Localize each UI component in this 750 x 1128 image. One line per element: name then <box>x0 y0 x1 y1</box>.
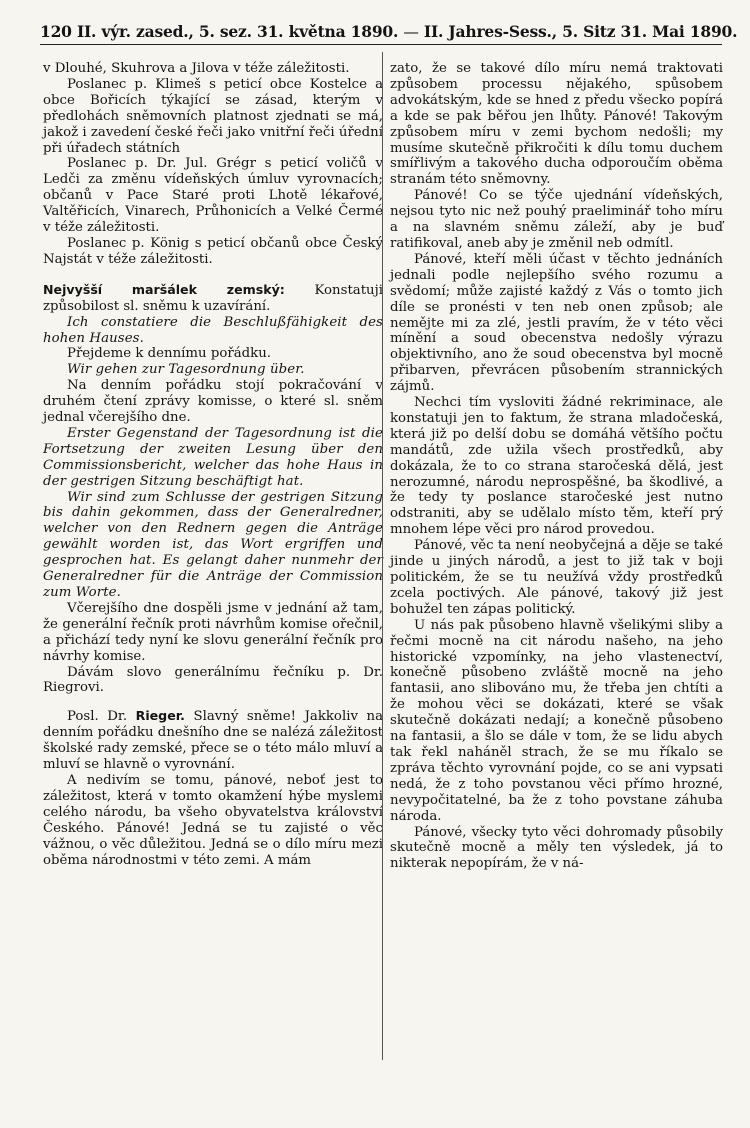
paragraph <box>390 538 723 618</box>
paragraph-text: Wir gehen zur Tagesordnung über. <box>67 362 305 378</box>
paragraph <box>43 77 383 157</box>
paragraph-text: Poslanec p. Klimeš s peticí obce Kostelce a obce Bořicích týkající se zásad, kterým v předlohách sněmovních platnost zjednati se má, jakož i zavedení české řeči jako vnitřní řeči úřední při úřadech státních <box>43 76 383 156</box>
paragraph <box>390 825 723 873</box>
right-column <box>390 61 723 872</box>
paragraph <box>390 188 723 252</box>
paragraph-text: A nedivím se tomu, pánové, neboť jest to záležitost, která v tomto okamžení hýbe myslemi celého národu, ba všeho obyvatelstva království Českého. Pánové! Jedná se tu zajisté o věc vážnou, o věc důležitou. Jedná se o dílo míru mezi oběma národnostmi v této zemi. A mám <box>43 772 383 868</box>
header-czech: 120 II. výr. zased., 5. sez. 31. května 1890. <box>40 22 399 41</box>
paragraph <box>43 378 383 426</box>
paragraph-text: Pánové, všecky tyto věci dohromady působily skutečně mocně a měly ten výsledek, já to nikterak nepopírám, že v ná- <box>390 824 723 872</box>
paragraph <box>43 282 383 315</box>
paragraph <box>390 61 723 188</box>
paragraph-text: Přejdeme k dennímu pořádku. <box>67 346 271 362</box>
paragraph <box>43 665 383 697</box>
paragraph <box>43 156 383 236</box>
paragraph-text: Poslanec p. König s peticí občanů obce Český Najstát v téže záležitosti. <box>43 235 383 267</box>
paragraph-text: Erster Gegenstand der Tagesordnung ist die Fortsetzung der zweiten Lesung über den Commissionsbericht, welcher das hohe Haus in der gestrigen Sitzung beschäftigt hat. <box>43 425 383 489</box>
header-german: II. Jahres-Sess., 5. Sitz 31. Mai 1890. <box>423 22 738 41</box>
paragraph-text: Wir sind zum Schlusse der gestrigen Sitzung bis dahin gekommen, dass der Generalredner, welcher von den Rednern gegen die Anträge gewählt worden ist, das Wort ergriffen und gesprochen hat. Es gelangt daher nunmehr der Generalredner für die Anträge der Commission zum Worte. <box>43 489 383 600</box>
header-rule <box>40 44 722 45</box>
paragraph <box>43 236 383 268</box>
paragraph-text: Na denním pořádku stojí pokračování v druhém čtení zprávy komisse, o které sl. sněm jednal včerejšího dne. <box>43 378 383 426</box>
paragraph-text: zato, že se takové dílo míru nemá traktovati způsobem processu nějakého, spůsobem advokátským, kde se hned z předu všecko popírá a kde se pak běřou jen lhůty. Pánové! Takovým způsobem míru v zemi bychom nedošli; my musíme skutečně přikročiti k dílu tomu duchem smířlivým a takového ducha odporoučím oběma stranám této sněmovny. <box>390 61 723 188</box>
paragraph-text: Dávám slovo generálnímu řečníku p. Dr. Riegrovi. <box>43 664 383 696</box>
paragraph-text: U nás pak působeno hlavně všelikými sliby a řečmi mocně na cit národu našeho, na jeho historické vzpomínky, na jeho vlastenectví, konečně působeno zvláště mocně na jeho fantasii, ano slibováno mu, že třeba jen chtíti a že mohou věci se dokázati, které se však skutečně dokázati nedají; a konečně působeno na fantasii, a šlo se dále v tom, že se lidu abych tak řekl naháněl strach, že se mu říkalo se zpráva těchto vyrovnání pojde, co se ani vypsati nedá, že z toho povstanou věci přímo hrozné, nevypočitatelné, ba že z toho povstane záhuba národa. <box>390 617 723 824</box>
paragraph <box>43 708 383 773</box>
paragraph <box>390 395 723 538</box>
speaker-name: Rieger. <box>135 708 185 724</box>
paragraph <box>43 346 383 362</box>
paragraph-text: Pánové! Co se týče ujednání vídeňských, nejsou tyto nic než pouhý praeliminář toho míru a na slavném sněmu záleží, aby je buď ratifikoval, aneb aby je změnil neb odmítl. <box>390 188 723 251</box>
paragraph-text: Poslanec p. Dr. Jul. Grégr s peticí voličů v Ledči za změnu vídeňských úmluv vyrovnacích; občanů v Pace Staré proti Lhotě lékařové, Valtěřicích, Vinarech, Průhonicích a Velké Čermé v téže záležitosti. <box>43 156 383 236</box>
speaker-prefix: Posl. Dr. <box>67 709 136 725</box>
paragraph <box>43 315 383 347</box>
paragraph-text: v Dlouhé, Skuhrova a Jilova v téže záležitosti. <box>43 61 350 76</box>
paragraph-text: Pánové, věc ta není neobyčejná a děje se také jinde u jiných národů, a jest to již tak v boji politickém, že se tu neužívá vždy prostředků zcela poctivých. Ale pánové, takový již jest bohužel ten zápas politický. <box>390 538 723 617</box>
paragraph <box>43 426 383 490</box>
paragraph-text: Slavný sněme! Jakkoliv na denním pořádku dnešního dne se nalézá záležitost školské rady zemské, přece se o této málo mluví a mluví se hlavně o vyrovnání. <box>43 709 384 773</box>
paragraph <box>43 61 383 77</box>
header-dash: — <box>403 23 419 41</box>
paragraph-text: Včerejšího dne dospěli jsme v jednání až tam, že generální řečník proti návrhům komise ořečnil, a přichází tedy nyní ke slovu generální řečník pro návrhy komise. <box>43 600 383 664</box>
column-divider <box>382 52 383 1060</box>
paragraph <box>390 252 723 395</box>
paragraph-text: Ich constatiere die Beschlußfähigkeit des hohen Hauses. <box>43 314 383 346</box>
paragraph-text: Pánové, kteří měli účast v těchto jednáních jednali podle nejlepšího svého rozumu a svědomí; může zajisté každý z Vás o tomto jich díle se pronésti v ten neb onen způsob; ale nemějte mi za zlé, jestli pravím, že v této věci mínění a soud obecenstva nedošly výrazu objektivního, ano že soud obecenstva byl mocně přibarven, převrácen působením strannických zájmů. <box>390 251 723 395</box>
paragraph <box>43 773 383 868</box>
left-column <box>43 61 383 868</box>
paragraph-text: Nechci tím vysloviti žádné rekriminace, ale konstatuji jen to faktum, že strana mladočeská, která již po delší dobu se domáhá většího počtu mandátů, zde užila všech prostředků, aby dokázala, že to co strana staročeská dělá, jest nerozumné, národu neprospěšné, ba škodlivé, a že tedy ty poslance staročeské jest nutno odstraniti, aby se udělalo místo těm, kteří prý mnohem lépe věci pro národ provedou. <box>390 395 723 538</box>
paragraph <box>43 362 383 378</box>
speaker-name: Nejvyšší maršálek zemský: <box>43 281 285 297</box>
paragraph <box>390 618 723 825</box>
paragraph-text: Konstatuji způsobilost sl. sněmu k uzavírání. <box>43 282 383 314</box>
paragraph <box>43 490 383 601</box>
paragraph <box>43 601 383 665</box>
page-header <box>40 22 738 41</box>
